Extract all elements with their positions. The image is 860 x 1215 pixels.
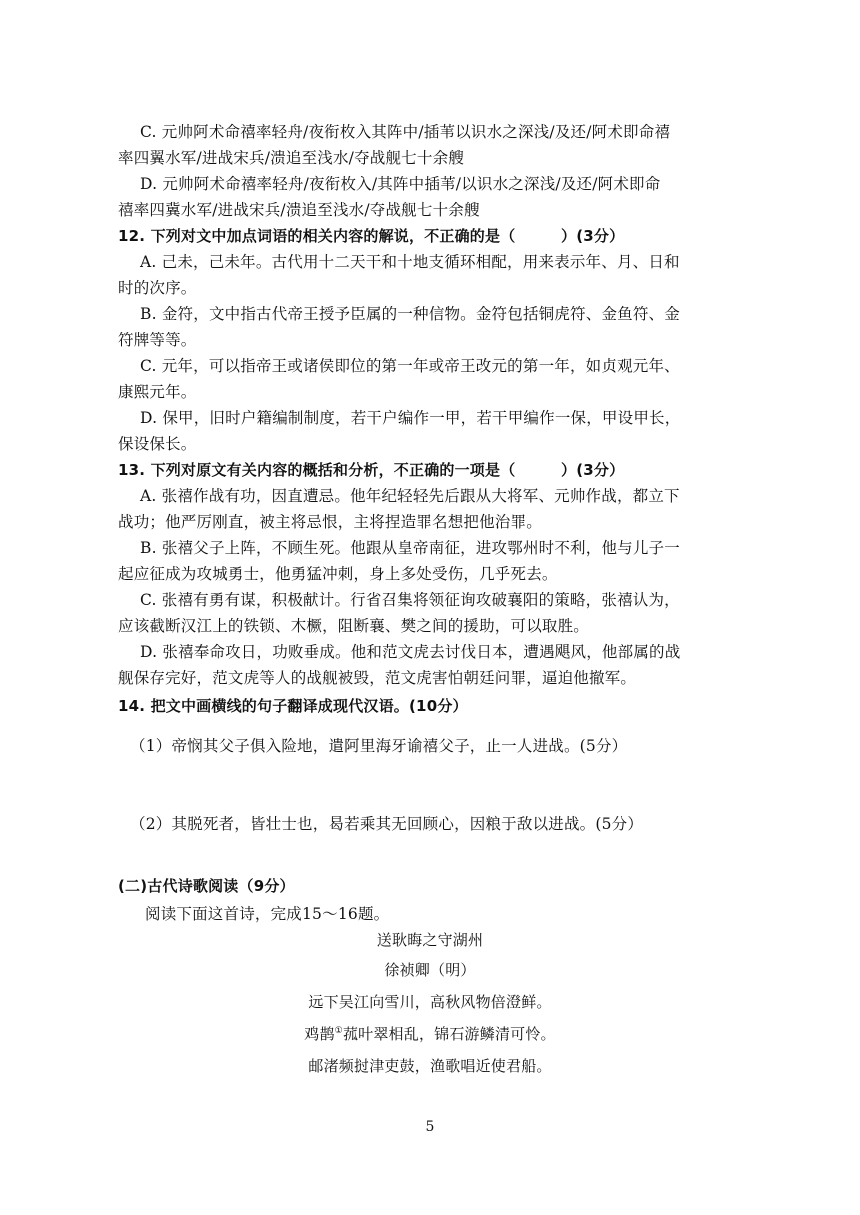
section-title: (二)古代诗歌阅读（9分） (118, 877, 295, 895)
footnote-marker: ① (334, 1026, 343, 1036)
poem-title: 送耿晦之守湖州 (376, 931, 484, 949)
q14-item1: （1）帝悯其父子俱入险地，遣阿里海牙谕禧父子，止一人进战。(5分） (130, 737, 628, 755)
q13-option-d-line1: D. 张禧奉命攻日，功败垂成。他和范文虎去讨伐日本，遭遇飓风，他部属的战 (140, 643, 681, 661)
q12-option-b-line2: 符牌等等。 (118, 331, 197, 349)
poem-line3: 邮渚频挝津吏鼓，渔歌唱近使君船。 (308, 1057, 552, 1075)
q13-option-b-line2: 起应征成为攻城勇士，他勇猛冲刺，身上多处受伤，几乎死去。 (118, 565, 558, 583)
q11-option-c-line1: C. 元帅阿术命禧率轻舟/夜衔枚入其阵中/插苇以识水之深浅/及还/阿术即命禧 (140, 123, 671, 141)
q13-option-b-line1: B. 张禧父子上阵，不顾生死。他跟从皇帝南征，进攻鄂州时不利，他与儿子一 (140, 539, 680, 557)
q13-option-c-line1: C. 张禧有勇有谋，积极献计。行省召集将领征询攻破襄阳的策略，张禧认为， (140, 591, 680, 609)
poem-line2-rest: 菰叶翠相乱，锦石游鳞清可怜。 (342, 1025, 556, 1043)
q11-option-c-line2: 率四翼水军/进战宋兵/溃追至浅水/夺战舰七十余艘 (118, 149, 464, 167)
q12-option-a-line1: A. 己未，己未年。古代用十二天干和十地支循环相配，用来表示年、月、日和 (140, 253, 680, 271)
section-intro: 阅读下面这首诗，完成15～16题。 (145, 905, 390, 923)
q14-item2: （2）其脱死者，皆壮士也，曷若乘其无回顾心，因粮于敌以进战。(5分） (130, 815, 644, 833)
q12-option-b-line1: B. 金符，文中指古代帝王授予臣属的一种信物。金符包括铜虎符、金鱼符、金 (140, 305, 680, 323)
q12-option-c-line1: C. 元年，可以指帝王或诸侯即位的第一年或帝王改元的第一年，如贞观元年、 (140, 357, 680, 375)
q13-option-d-line2: 舰保存完好，范文虎等人的战舰被毁，范文虎害怕朝廷问罪，逼迫他撤军。 (118, 669, 637, 687)
q12-option-a-line2: 时的次序。 (118, 279, 197, 297)
q13-stem: 13. 下列对原文有关内容的概括和分析，不正确的一项是（ ）(3分） (118, 461, 625, 479)
q11-option-d-line2: 禧率四冀水军/进战宋兵/溃追至浅水/夺战舰七十余艘 (118, 201, 480, 219)
q13-option-a-line1: A. 张禧作战有功，因直遭忌。他年纪轻轻先后跟从大将军、元帅作战，都立下 (140, 487, 680, 505)
poem-line2-start: 鸡鹊 (304, 1025, 335, 1043)
poem-author: 徐祯卿（明） (384, 961, 476, 979)
q13-option-a-line2: 战功；他严厉刚直，被主将忌恨，主将捏造罪名想把他治罪。 (118, 513, 542, 531)
q12-stem: 12. 下列对文中加点词语的相关内容的解说，不正确的是（ ）(3分） (118, 227, 625, 245)
q12-option-d-line1: D. 保甲，旧时户籍编制制度，若干户编作一甲，若干甲编作一保，甲设甲长， (140, 409, 681, 427)
q13-option-c-line2: 应该截断汉江上的铁锁、木橛，阻断襄、樊之间的援助，可以取胜。 (118, 617, 590, 635)
q11-option-d-line1: D. 元帅阿术命禧率轻舟/夜衔枚入/其阵中插苇/以识水之深浅/及还/阿术即命 (140, 175, 661, 193)
q12-option-c-line2: 康熙元年。 (118, 383, 197, 401)
poem-line2 (0, 1022, 860, 1046)
q12-option-d-line2: 保设保长。 (118, 435, 197, 453)
poem-line1: 远下吴江向雪川，高秋风物倍澄鲜。 (308, 993, 552, 1011)
page-number: 5 (425, 1119, 435, 1135)
q14-stem: 14. 把文中画横线的句子翻译成现代汉语。(10分） (118, 697, 468, 715)
